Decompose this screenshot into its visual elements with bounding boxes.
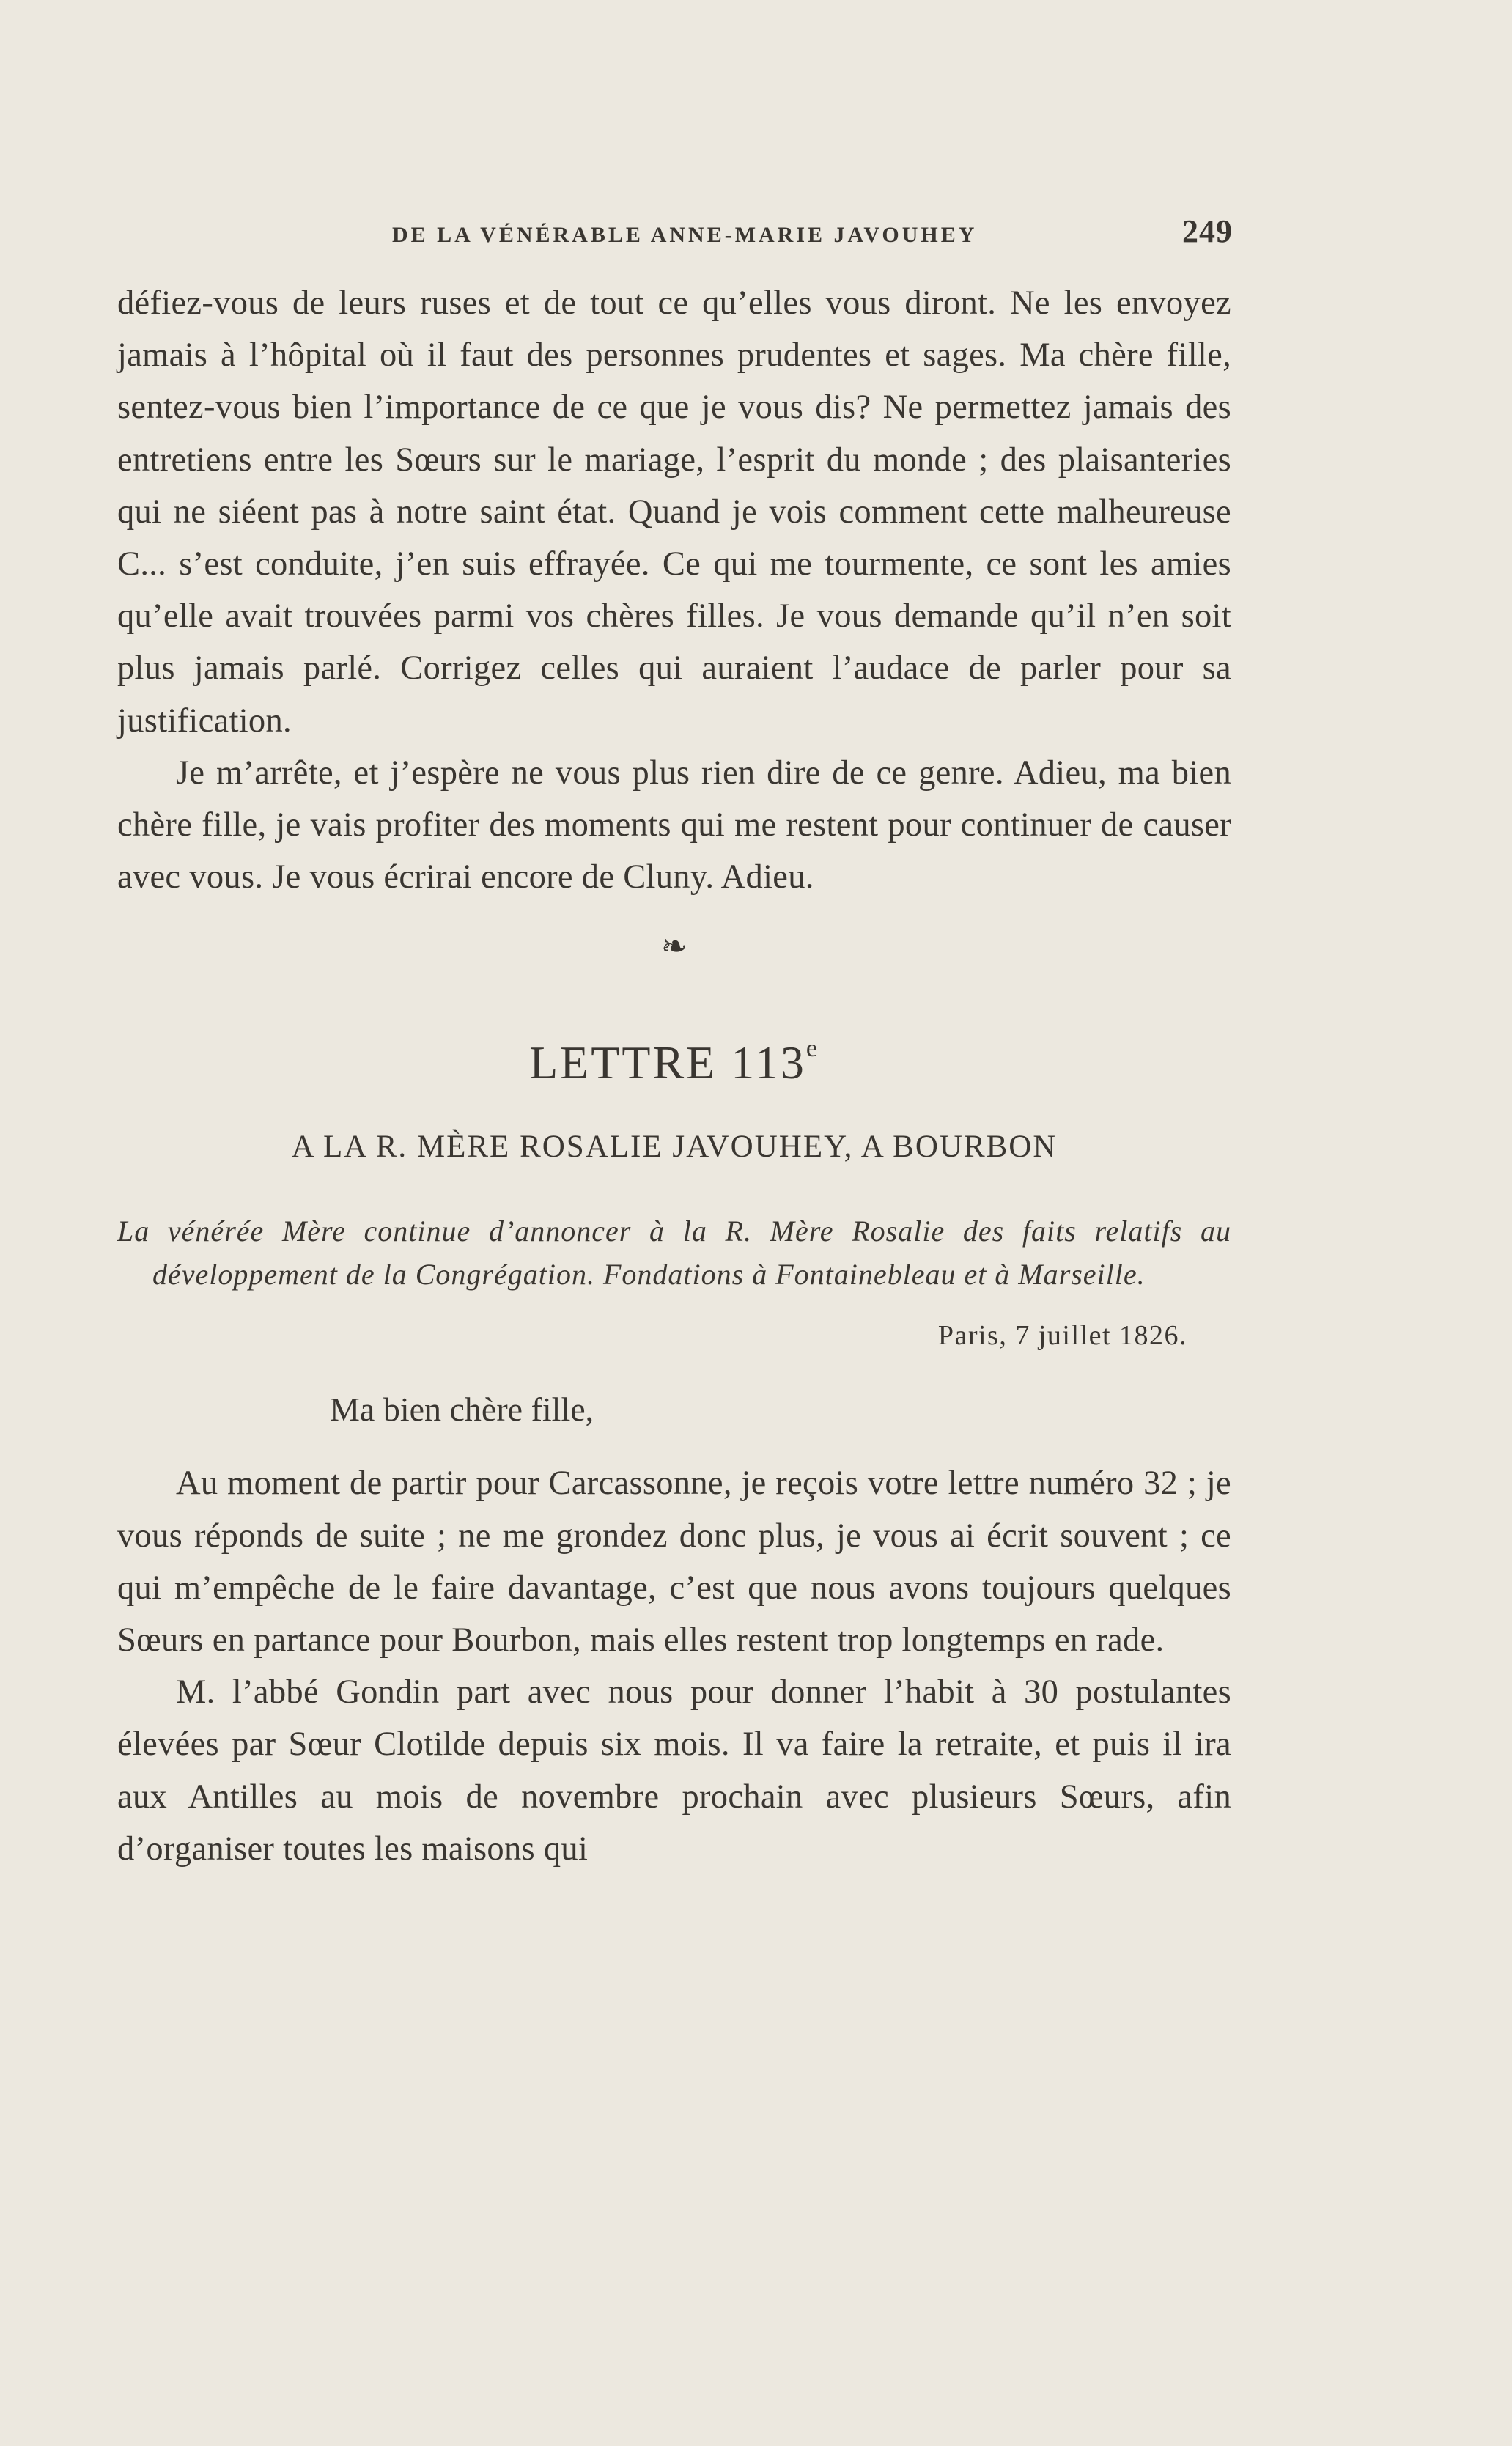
- letter-salutation: Ma bien chère fille,: [330, 1390, 594, 1429]
- letter-dateline: Paris, 7 juillet 1826.: [937, 1320, 1187, 1352]
- letter-number-suffix: e: [805, 1035, 819, 1063]
- letter-summary: [117, 1209, 1231, 1296]
- running-title: DE LA VÉNÉRABLE ANNE-MARIE JAVOUHEY: [392, 223, 978, 247]
- paragraph-closing: Je m’arrête, et j’espère ne vous plus rien dire de ce genre. Adieu, ma bien chère fille, je vais profiter des moments qui me restent pour continuer de causer avec vous. Je vous écrirai encore de Cluny. Adieu.: [117, 754, 1231, 896]
- letter-paragraph: M. l’abbé Gondin part avec nous pour donner l’habit à 30 postulantes élevées par Sœur Clotilde depuis six mois. Il va faire la retraite, et puis il ira aux Antilles au mois de novembre prochain avec plusieurs Sœurs, afin d’organiser toutes les maisons qui: [117, 1673, 1231, 1868]
- letter-number: LETTRE 113: [529, 1036, 806, 1089]
- letter-summary-text: La vénérée Mère continue d’annoncer à la R. Mère Rosalie des faits relatifs au développement de la Congrégation. Fondations à Fontainebleau et à Marseille.: [117, 1215, 1231, 1292]
- fleuron-ornament-icon: ❧: [660, 929, 688, 965]
- document-page: [117, 213, 1231, 1875]
- page-number: 249: [1182, 213, 1233, 249]
- letter-addressee: A LA R. MÈRE ROSALIE JAVOUHEY, A BOURBON: [291, 1130, 1058, 1165]
- letter-title: [117, 1035, 1231, 1101]
- letter-paragraph: Au moment de partir pour Carcassonne, je reçois votre lettre numéro 32 ; je vous réponds de suite ; ne me grondez donc plus, je vous ai écrit souvent ; ce qui m’empêche de le faire davantage, c’est que nous avons toujours quelques Sœurs en partance pour Bourbon, mais elles restent trop longtemps en rade.: [117, 1465, 1231, 1659]
- paragraph-continuation: défiez-vous de leurs ruses et de tout ce qu’elles vous diront. Ne les envoyez jamais à l’hôpital où il faut des personnes prudentes et sages. Ma chère fille, sentez-vous bien l’importance de ce que je vous dis? Ne permettez jamais des entretiens entre les Sœurs sur le mariage, l’esprit du monde ; des plaisanteries qui ne siéent pas à notre saint état. Quand je vois comment cette malheureuse C... s’est conduite, j’en suis effrayée. Ce qui me tourmente, ce sont les amies qu’elle avait trouvées parmi vos chères filles. Je vous demande qu’il n’en soit plus jamais parlé. Corrigez celles qui auraient l’audace de parler pour sa justification.: [117, 284, 1231, 740]
- running-header: [117, 213, 1231, 257]
